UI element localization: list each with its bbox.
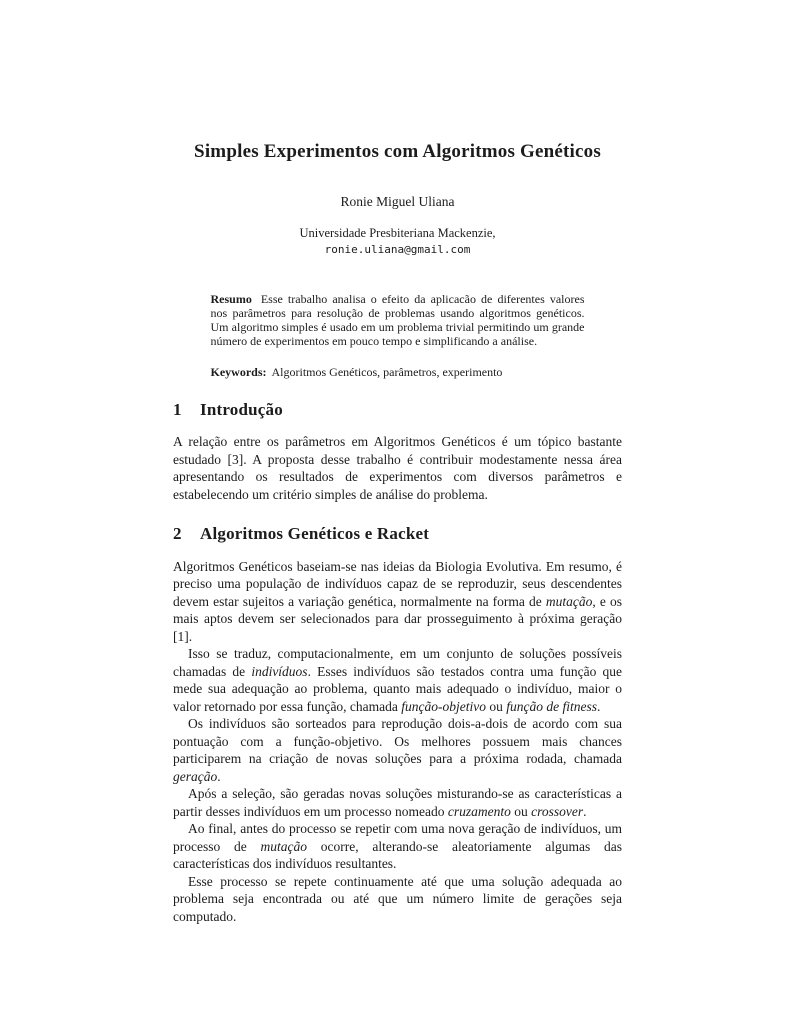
paragraph [173, 433, 622, 503]
text-run: , e os mais aptos devem ser selecionados para dar prosseguimento à próxima geração [1]. [173, 593, 622, 644]
italic-term: cruzamento [447, 803, 511, 819]
section-heading-2 [173, 524, 622, 544]
italic-term: função de fitness [506, 698, 598, 714]
paragraph [173, 873, 622, 926]
page-content [173, 0, 622, 925]
section-body-2 [173, 558, 622, 926]
abstract [211, 292, 585, 349]
author-affiliation: Universidade Presbiteriana Mackenzie, [299, 225, 496, 240]
text-run: Após a seleção, são geradas novas soluções misturando-se as características a partir desses indivíduos em um processo nomeado [173, 786, 622, 819]
keywords-line [211, 365, 585, 379]
text-run: ou [486, 698, 507, 714]
paragraph [173, 820, 622, 873]
section-title: Algoritmos Genéticos e Racket [200, 524, 430, 544]
paragraph [173, 785, 622, 820]
text-run: Os indivíduos são sorteados para reprodução dois-a-dois de acordo com sua pontuação com a função-objetivo. Os melhores possuem mais chances participarem na criação de novas soluções para a próxima rodada, chamada [173, 716, 622, 767]
sections-container [173, 400, 622, 925]
section-number: 2 [173, 524, 182, 544]
author-name: Ronie Miguel Uliana [340, 193, 455, 209]
text-run: ou [510, 803, 532, 819]
paragraph [173, 645, 622, 715]
text-run: . Esses indivíduos são testados contra uma função que mede sua adequação ao problema, quanto mais adequado o indivíduo, maior o valor retornado por essa função, chamada [173, 663, 622, 714]
text-run: . [583, 803, 587, 819]
keywords-text: Algoritmos Genéticos, parâmetros, experimento [271, 364, 503, 379]
italic-term: geração [173, 768, 218, 784]
section-title: Introdução [200, 399, 283, 419]
italic-term: crossover [531, 803, 584, 819]
section-number: 1 [173, 399, 182, 419]
italic-term: mutação [260, 838, 307, 854]
abstract-label: Resumo [210, 291, 252, 306]
paragraph [173, 558, 622, 646]
text-run: Esse processo se repete continuamente até que uma solução adequada ao problema seja encontrada ou até que um número limite de gerações seja computado. [173, 873, 622, 924]
keywords-label: Keywords: [210, 364, 267, 379]
italic-term: função-objetivo [401, 698, 487, 714]
text-run: ocorre, alterando-se aleatoriamente algumas das características dos indivíduos resultantes. [173, 838, 622, 872]
paper-title: Simples Experimentos com Algoritmos Genéticos [194, 141, 601, 162]
section-heading-1 [173, 400, 622, 420]
italic-term: mutação [545, 593, 593, 609]
paragraph [173, 715, 622, 785]
text-run: Algoritmos Genéticos baseiam-se nas ideias da Biologia Evolutiva. Em resumo, é preciso uma população de indivíduos capaz de se reproduzir, seus descendentes devem estar sujeitos a variação genética, normalmente na forma de [173, 558, 622, 609]
text-run: Isso se traduz, computacionalmente, em um conjunto de soluções possíveis chamadas de [173, 646, 622, 679]
author-email: ronie.uliana@gmail.com [324, 242, 471, 256]
text-run: . [597, 698, 601, 714]
italic-term: indivíduos [251, 663, 308, 679]
text-run: . [217, 768, 221, 784]
text-run: Ao final, antes do processo se repetir com uma nova geração de indivíduos, um processo de [173, 821, 622, 854]
abstract-text: Esse trabalho analisa o efeito da aplicacão de diferentes valores nos parâmetros para resolução de problemas usando algoritmos genéticos. Um algoritmo simples é usado em um problema trivial permitindo um grande número de experimentos em pouco tempo e simplificando a análise. [210, 291, 585, 349]
section-body-1 [173, 433, 622, 503]
text-run: A relação entre os parâmetros em Algoritmos Genéticos é um tópico bastante estudado [3]. A proposta desse trabalho é contribuir modestamente nessa área apresentando os resultados de experimentos com diversos parâmetros e estabelecendo um critério simples de análise do problema. [173, 434, 622, 502]
